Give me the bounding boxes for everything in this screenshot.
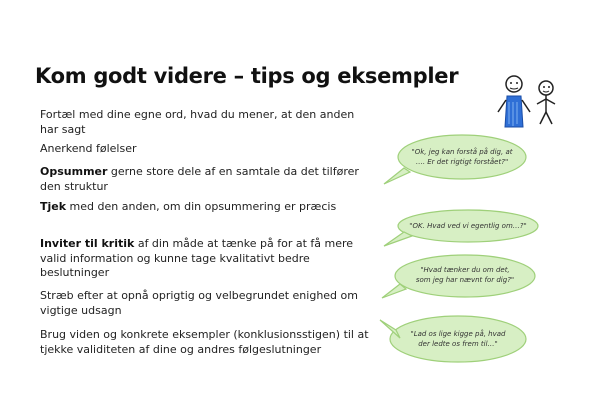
speech-bubble-text: "Hvad tænker du om det, som jeg har nævnt for dig?"	[415, 266, 515, 284]
bullet-item: Fortæl med dine egne ord, hvad du mener, at den anden har sagt	[40, 108, 355, 136]
bullet-item: Stræb efter at opnå oprigtig og velbegrundet enighed om vigtige udsagn	[40, 289, 358, 317]
speech-bubble-text: "OK. Hvad ved vi egentlig om…?"	[409, 222, 527, 230]
bullet-item: Inviter til kritik af din måde at tænke på for at få mere valid information og kunne tage kvalitativt bedre beslutninger	[40, 237, 354, 279]
bullet-item: Tjek med den anden, om din opsummering er præcis	[40, 200, 337, 213]
speech-bubble-text: "Lad os lige kigge på, hvad der ledte os frem til…"	[410, 330, 506, 348]
slide-title: Kom godt videre – tips og eksempler	[35, 64, 459, 88]
speech-bubble-text: "Ok, jeg kan forstå på dig, at …. Er det rigtigt forstået?"	[411, 148, 513, 166]
bullet-item: Brug viden og konkrete eksempler (konklusionsstigen) til at tjekke validiteten af dine og andres følgeslutninger	[40, 328, 369, 356]
bullet-item: Opsummer gerne store dele af en samtale da det tilfører den struktur	[40, 165, 359, 193]
bullet-item: Anerkend følelser	[40, 142, 137, 155]
